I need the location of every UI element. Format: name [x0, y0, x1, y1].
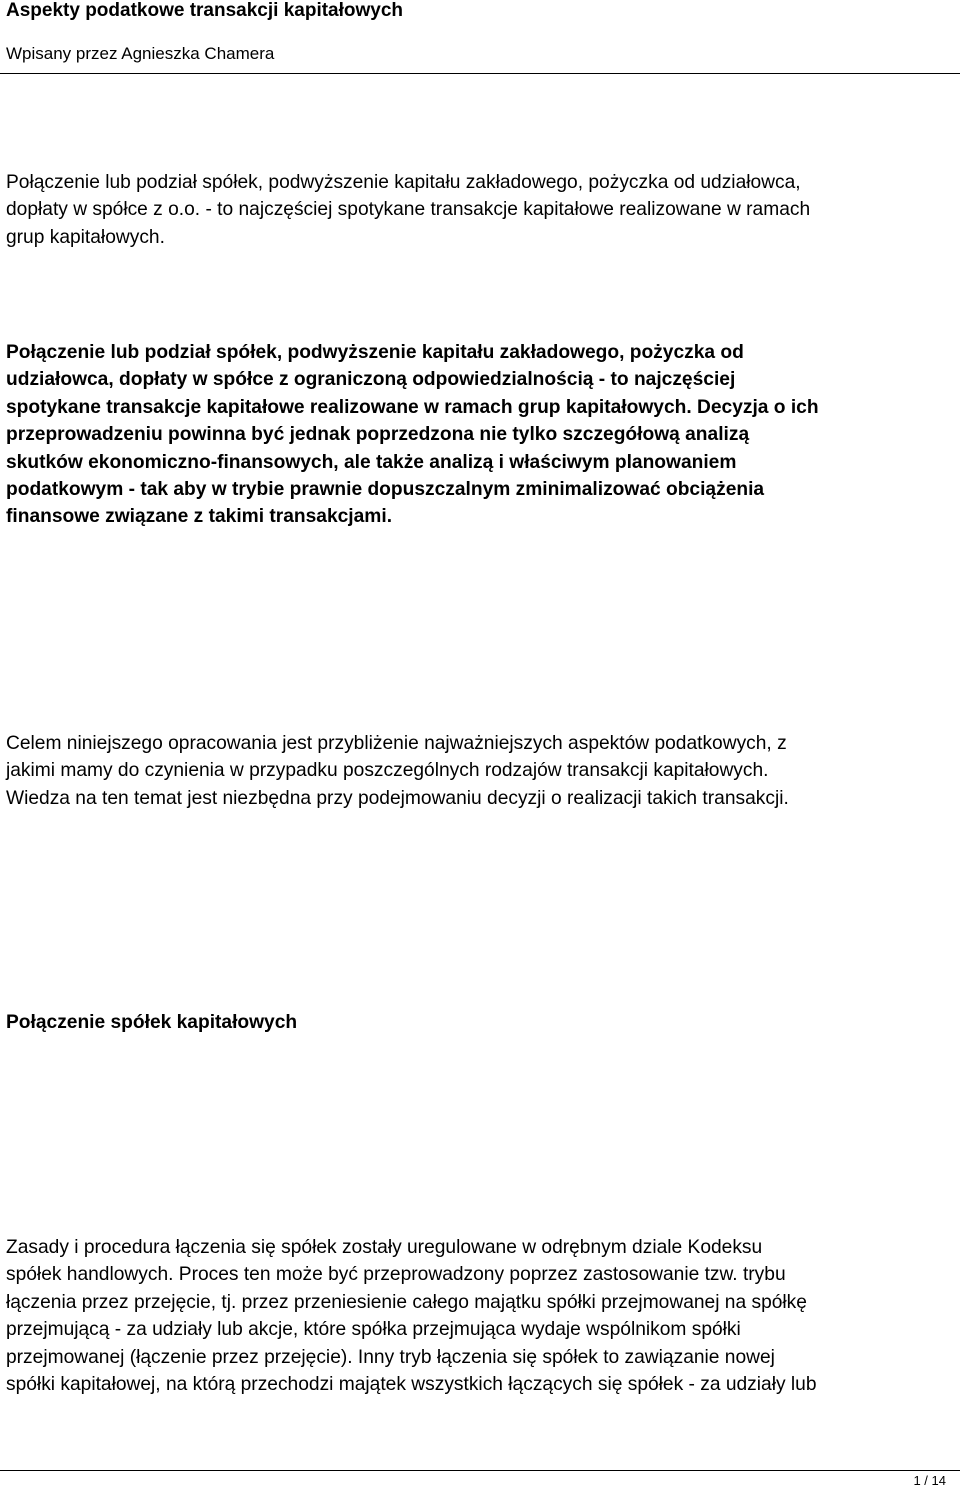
page-header: [0, 0, 960, 74]
section-heading-text: Połączenie spółek kapitałowych: [6, 1012, 298, 1033]
intro-line: spotykane transakcje kapitałowe realizowane w ramach grup kapitałowych. Decyzja o ich: [6, 396, 819, 418]
intro-line: podatkowym - tak aby w trybie prawnie dopuszczalnym zminimalizować obciążenia: [6, 479, 765, 501]
section-line: łączenia przez przejęcie, tj. przez przeniesienie całego majątku spółki przejmowanej na spółkę: [6, 1291, 807, 1313]
document-author: Wpisany przez Agnieszka Chamera: [6, 44, 275, 63]
aim-line: jakimi mamy do czynienia w przypadku poszczególnych rodzajów transakcji kapitałowych.: [6, 760, 769, 782]
section-line: spółek handlowych. Proces ten może być przeprowadzony poprzez zastosowanie tzw. trybu: [6, 1264, 786, 1286]
aim-paragraph: [6, 730, 956, 812]
intro-line: skutków ekonomiczno-finansowych, ale także analizą i właściwym planowaniem: [6, 451, 737, 473]
section-line: przejmującą - za udziały lub akcje, które spółka przejmująca wydaje wspólnikom spółki: [6, 1319, 741, 1341]
document-title: Aspekty podatkowe transakcji kapitałowych: [6, 0, 404, 21]
page-footer: [0, 1470, 960, 1488]
intro-line: przeprowadzeniu powinna być jednak poprzedzona nie tylko szczegółową analizą: [6, 424, 750, 446]
intro-line: udziałowca, dopłaty w spółce z ograniczoną odpowiedzialnością - to najczęściej: [6, 369, 736, 391]
section-line: przejmowanej (łączenie przez przejęcie). Inny tryb łączenia się spółek to zawiązanie nowej: [6, 1346, 775, 1368]
lead-paragraph: [6, 169, 956, 251]
page-number: 1 / 14: [913, 1473, 946, 1488]
intro-line: Połączenie lub podział spółek, podwyższenie kapitału zakładowego, pożyczka od: [6, 342, 744, 363]
lead-line: dopłaty w spółce z o.o. - to najczęściej spotykane transakcje kapitałowe realizowane w ramach: [6, 199, 811, 221]
lead-line: grup kapitałowych.: [6, 226, 165, 248]
section-paragraph: [6, 1234, 956, 1398]
intro-line: finansowe związane z takimi transakcjami.: [6, 506, 393, 528]
intro-paragraph: [6, 339, 956, 531]
aim-line: Wiedza na ten temat jest niezbędna przy podejmowaniu decyzji o realizacji takich transakcji.: [6, 787, 789, 809]
section-line: spółki kapitałowej, na którą przechodzi majątek wszystkich łączących się spółek - za udziały lub: [6, 1374, 817, 1396]
section-line: Zasady i procedura łączenia się spółek zostały uregulowane w odrębnym dziale Kodeksu: [6, 1237, 763, 1258]
section-heading: [6, 1009, 956, 1036]
lead-line: Połączenie lub podział spółek, podwyższenie kapitału zakładowego, pożyczka od udziałowca,: [6, 172, 801, 193]
aim-line: Celem niniejszego opracowania jest przybliżenie najważniejszych aspektów podatkowych, z: [6, 733, 787, 754]
